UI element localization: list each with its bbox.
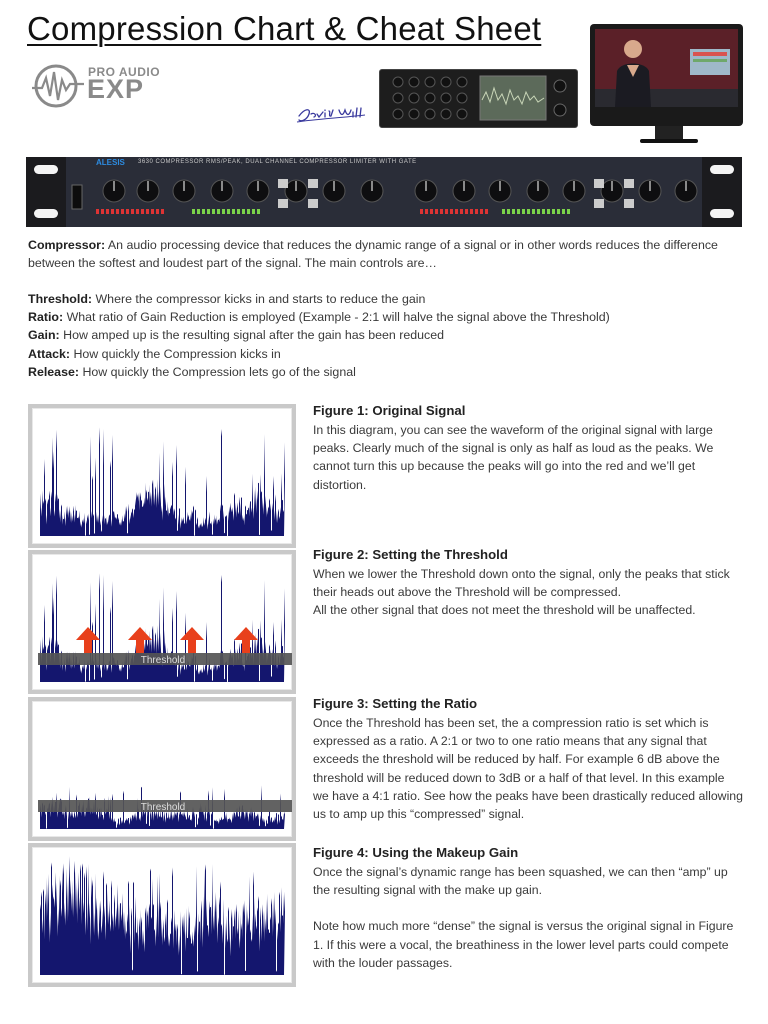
controls-definitions (28, 290, 740, 381)
figure-2-caption (313, 546, 743, 620)
figure-1-text: In this diagram, you can see the waveform of the original signal with large peaks. Clearly much of the signal is only as half as loud as the peaks. We cannot turn this up because the peaks will go into the red and we’ll get distortion. (313, 423, 714, 492)
logo-main-text: EXP (87, 74, 145, 104)
figure-4-text-2: Note how much more “dense” the signal is versus the original signal in Figure 1. If this were a vocal, the breathiness in the lower level parts could compete with the louder passages. (313, 919, 734, 970)
waveform-path (40, 856, 285, 975)
monitor-base (640, 139, 698, 143)
figure-1-waveform (28, 404, 296, 548)
figure-1-title: Figure 1: Original Signal (313, 403, 466, 418)
logo-top-text: PRO AUDIO (88, 65, 161, 79)
figure-2-text-2: All the other signal that does not meet the threshold will be unaffected. (313, 603, 696, 618)
definition-ratio: Ratio: What ratio of Gain Reduction is employed (Example - 2:1 will halve the signal above the Threshold) (28, 310, 610, 325)
monitor-screen (595, 29, 738, 107)
rack-brand: ALESIS (96, 158, 125, 167)
up-arrow-icon (180, 627, 204, 653)
waveform-path (40, 427, 285, 536)
threshold-label: Threshold (140, 655, 186, 666)
makeup-gain-waveform-icon (32, 847, 292, 983)
monitor-stand (655, 126, 683, 140)
definition-attack: Attack: How quickly the Compression kicks in (28, 346, 281, 361)
presenter-image-icon (595, 29, 738, 107)
signature (295, 102, 370, 128)
rack-controls-icon (26, 157, 742, 227)
compressor-term: Compressor: (28, 238, 106, 252)
figure-1-caption (313, 402, 743, 494)
alesis-compressor-rack (26, 157, 742, 227)
ratio-waveform-icon (32, 701, 292, 837)
compressor-definition (28, 236, 740, 272)
page-title: Compression Chart & Cheat Sheet (27, 10, 542, 47)
definition-gain: Gain: How amped up is the resulting signal after the gain has been reduced (28, 328, 445, 343)
rack-label: 3630 COMPRESSOR RMS/PEAK, DUAL CHANNEL COMPRESSOR LIMITER WITH GATE (138, 159, 417, 165)
figure-3-waveform (28, 697, 296, 841)
figure-3-title: Figure 3: Setting the Ratio (313, 696, 478, 711)
threshold-label: Threshold (140, 802, 186, 813)
pro-audio-exp-logo (30, 62, 170, 110)
figure-4-caption (313, 844, 743, 972)
definition-threshold: Threshold: Where the compressor kicks in and starts to reduce the gain (28, 292, 426, 306)
compressor-text: An audio processing device that reduces the dynamic range of a signal or in other words reduces the difference between the softest and loudest part of the signal. The main controls are… (28, 238, 718, 270)
compressor-unit-icon (380, 70, 577, 127)
waveform-logo-icon (30, 62, 86, 110)
figure-4-spacer (313, 899, 743, 917)
threshold-waveform-icon (32, 554, 292, 690)
figure-2-title: Figure 2: Setting the Threshold (313, 547, 508, 562)
figure-4-text-1: Once the signal’s dynamic range has been squashed, we can then “amp” up the resulting signal with the make up gain. (313, 865, 728, 898)
original-signal-waveform-icon (32, 408, 292, 544)
figure-3-caption (313, 695, 743, 823)
figure-3-text: Once the Threshold has been set, the a compression ratio is set which is expressed as a ratio. A 2:1 or two to one ratio means that any signal that exceeds the threshold will be reduced by half. For example 6 dB above the threshold will be reduced down to 3dB or a half of that level. In this example we have a 4:1 ratio. See how the peaks have been drastically reduced allowing us to amp up this “compressed” signal. (313, 716, 743, 822)
compressor-unit-photo (379, 69, 578, 128)
figure-4-waveform (28, 843, 296, 987)
figure-2-text-1: When we lower the Threshold down onto the signal, only the peaks that stick their heads out above the Threshold will be compressed. (313, 567, 730, 600)
figure-4-title: Figure 4: Using the Makeup Gain (313, 845, 519, 860)
figure-2-waveform (28, 550, 296, 694)
definition-release: Release: How quickly the Compression lets go of the signal (28, 364, 356, 379)
video-monitor (590, 24, 743, 126)
up-arrow-icon (76, 627, 100, 653)
